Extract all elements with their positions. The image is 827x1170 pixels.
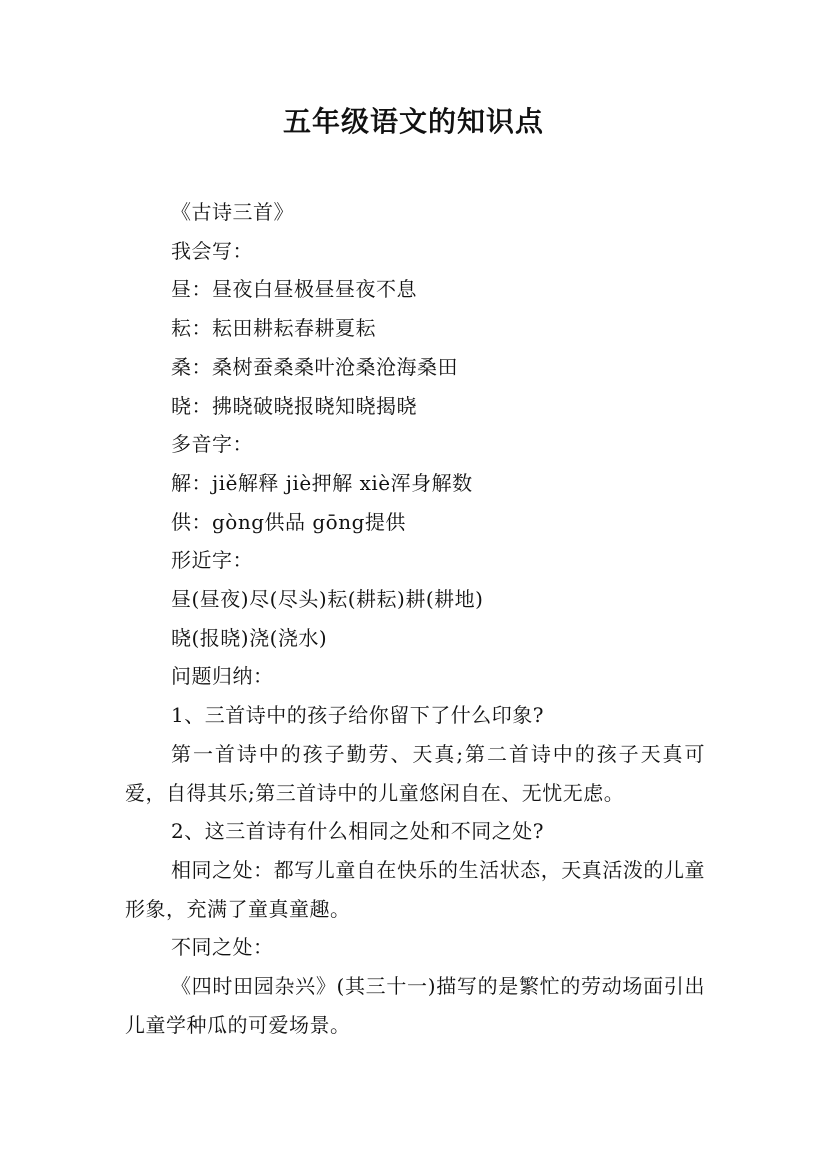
vocab-line-yun: 耘：耘田耕耘春耕夏耘 xyxy=(171,316,376,341)
answer-2-differences-paragraph: 《四时田园杂兴》(其三十一)描写的是繁忙的劳动场面引出儿童学种瓜的可爱场景。 xyxy=(125,974,705,1037)
section-label-polyphonic: 多音字： xyxy=(171,432,253,457)
vocab-line-zhou: 昼：昼夜白昼极昼昼夜不息 xyxy=(171,277,417,302)
document-title: 五年级语文的知识点 xyxy=(282,105,544,138)
section-label-similar-chars: 形近字： xyxy=(171,548,253,573)
vocab-line-sang: 桑：桑树蚕桑桑叶沧桑沧海桑田 xyxy=(171,354,458,379)
polyphonic-line-jie: 解：jiě解释 jiè押解 xiè浑身解数 xyxy=(171,470,473,495)
document-body xyxy=(125,193,705,1044)
section-heading-poems: 《古诗三首》 xyxy=(171,200,294,224)
polyphonic-line-gong: 供：gòng供品 gōng提供 xyxy=(171,509,406,534)
question-1: 1、三首诗中的孩子给你留下了什么印象? xyxy=(171,703,544,728)
section-label-writing: 我会写： xyxy=(171,238,253,263)
question-2: 2、这三首诗有什么相同之处和不同之处? xyxy=(171,819,544,844)
section-label-questions: 问题归纳： xyxy=(171,664,274,689)
answer-2-similarities: 相同之处：都写儿童自在快乐的生活状态，天真活泼的儿童形象，充满了童真童趣。 xyxy=(125,857,705,921)
vocab-line-xiao: 晓：拂晓破晓报晓知晓揭晓 xyxy=(171,393,417,418)
similar-chars-line-2: 晓(报晓)浇(浇水) xyxy=(171,625,328,650)
answer-1-paragraph: 第一首诗中的孩子勤劳、天真;第二首诗中的孩子天真可爱，自得其乐;第三首诗中的儿童悠闲自在、无忧无虑。 xyxy=(125,741,705,805)
answer-2-differences-label: 不同之处： xyxy=(171,935,274,960)
similar-chars-line-1: 昼(昼夜)尽(尽头)耘(耕耘)耕(耕地) xyxy=(171,587,484,612)
